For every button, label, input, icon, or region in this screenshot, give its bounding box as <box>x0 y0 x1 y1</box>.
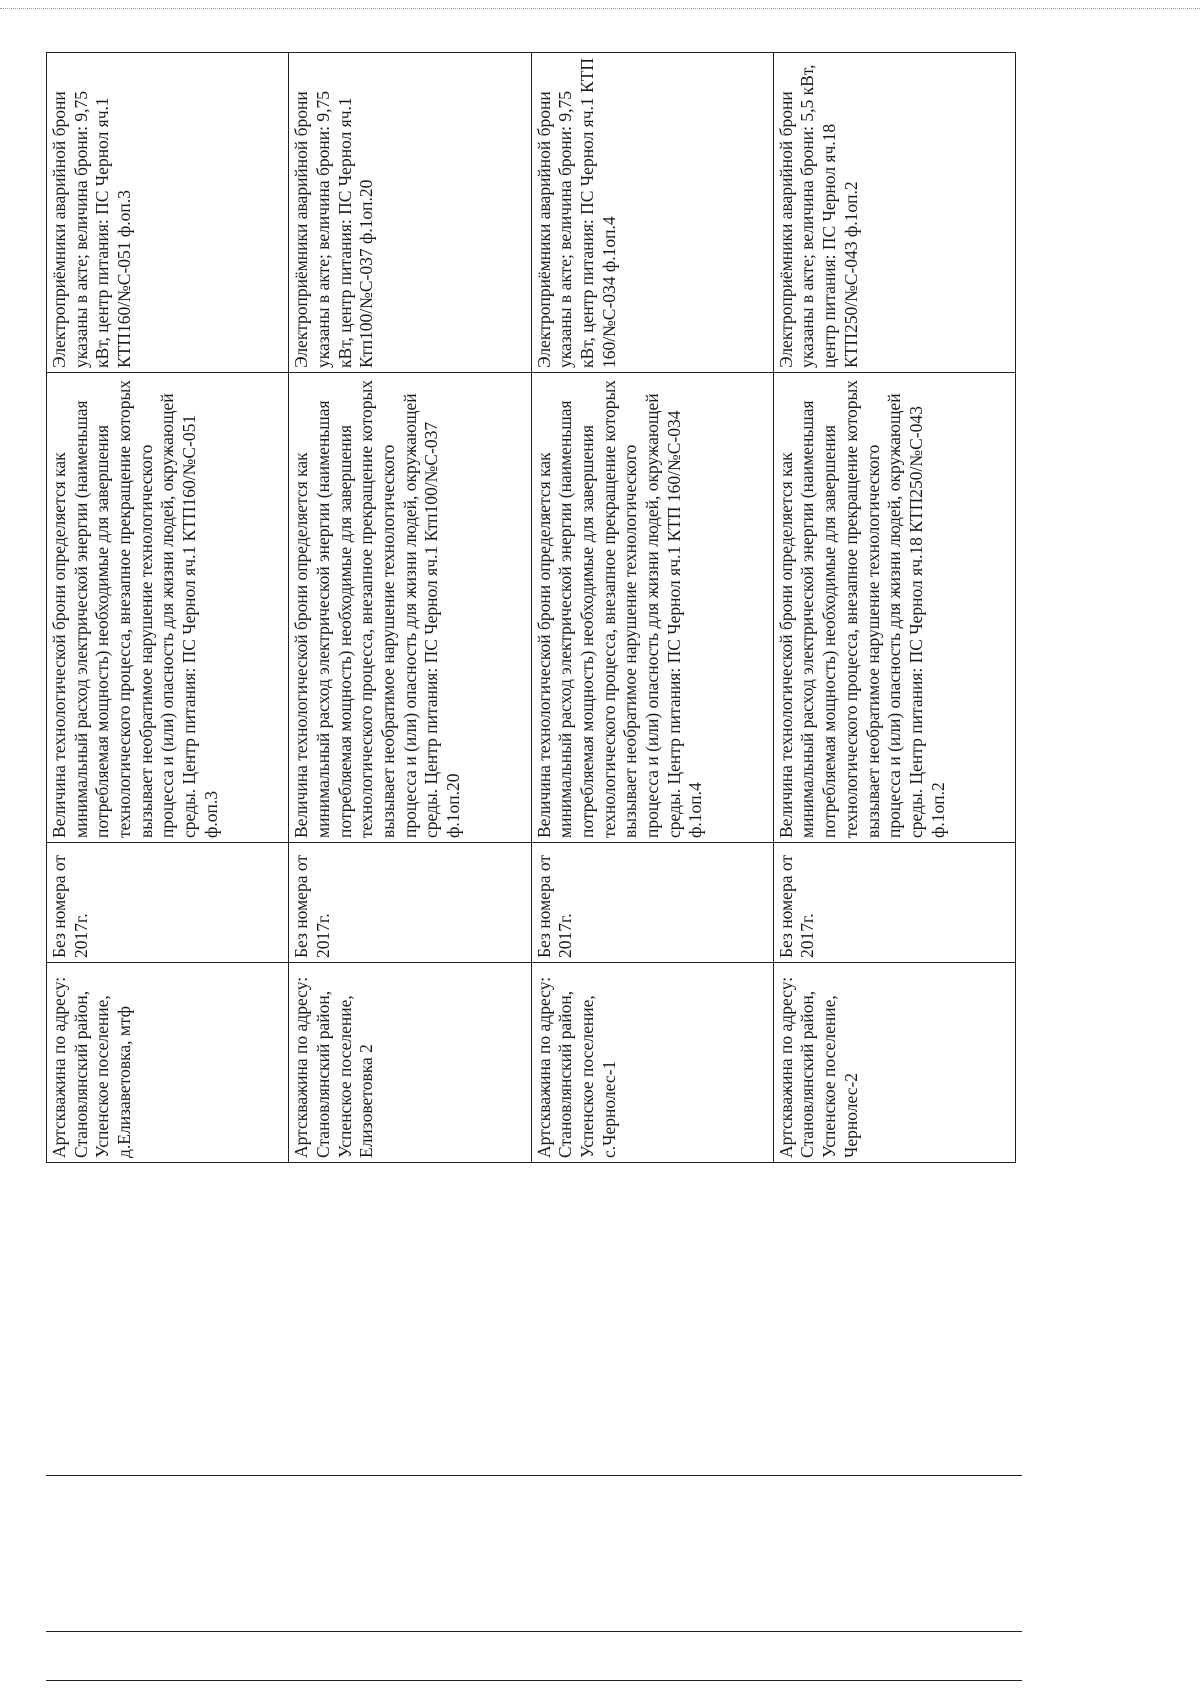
address-cell: Артскважина по адресу: Становлянский район, Успенское поселение, Чернолес-2 <box>773 963 1015 1163</box>
act-cell: Без номера от 2017г. <box>773 843 1015 963</box>
separator-line <box>46 1680 1022 1681</box>
act-cell: Без номера от 2017г. <box>531 843 773 963</box>
emergency-reserve-cell: Электроприёмники аварийной брони указаны в акте; величина брони: 9,75 кВт, центр питания: ПС Чернол яч.1 КТП 160/№С-034 ф.1оп.4 <box>531 53 773 373</box>
tech-reserve-cell: Величина технологической брони определяется как минимальный расход электрической энергии (наименьшая потребляемая мощность) необходимые для завершения технологического процесса, внезапное прекращение которых вызывает необратимое нарушение технологического процесса и (или) опасность для жизни людей, окружающей среды. Центр питания: ПС Чернол яч.1 Ктп100/№С-037 ф.1оп.20 <box>289 373 531 843</box>
table-row <box>289 53 531 1163</box>
reserve-table <box>46 52 1016 1163</box>
scan-edge <box>0 8 1200 9</box>
address-cell: Артскважина по адресу: Становлянский район, Успенское поселение, Елизоветовка 2 <box>289 963 531 1163</box>
separator-line <box>46 1631 1022 1632</box>
address-cell: Артскважина по адресу: Становлянский район, Успенское поселение, с.Чернолес-1 <box>531 963 773 1163</box>
emergency-reserve-cell: Электроприёмники аварийной брони указаны в акте; величина брони: 9,75 кВт, центр питания: ПС Чернол яч.1 Ктп100/№С-037 ф.1оп.20 <box>289 53 531 373</box>
tech-reserve-cell: Величина технологической брони определяется как минимальный расход электрической энергии (наименьшая потребляемая мощность) необходимые для завершения технологического процесса, внезапное прекращение которых вызывает необратимое нарушение технологического процесса и (или) опасность для жизни людей, окружающей среды. Центр питания: ПС Чернол яч.18 КТП250/№С-043 ф.1оп.2 <box>773 373 1015 843</box>
emergency-reserve-cell: Электроприёмники аварийной брони указаны в акте; величина брони: 5,5 кВт, центр питания: ПС Чернол яч.18 КТП250/№С-043 ф.1оп.2 <box>773 53 1015 373</box>
address-cell: Артскважина по адресу: Становлянский район, Успенское поселение, д.Елизаветовка, мтф <box>47 963 289 1163</box>
tech-reserve-cell: Величина технологической брони определяется как минимальный расход электрической энергии (наименьшая потребляемая мощность) необходимые для завершения технологического процесса, внезапное прекращение которых вызывает необратимое нарушение технологического процесса и (или) опасность для жизни людей, окружающей среды. Центр питания: ПС Чернол яч.1 КТП160/№С-051 ф.оп.3 <box>47 373 289 843</box>
tech-reserve-cell: Величина технологической брони определяется как минимальный расход электрической энергии (наименьшая потребляемая мощность) необходимые для завершения технологического процесса, внезапное прекращение которых вызывает необратимое нарушение технологического процесса и (или) опасность для жизни людей, окружающей среды. Центр питания: ПС Чернол яч.1 КТП 160/№С-034 ф.1оп.4 <box>531 373 773 843</box>
emergency-reserve-cell: Электроприёмники аварийной брони указаны в акте; величина брони: 9,75 кВт, центр питания: ПС Чернол яч.1 КТП160/№С-051 ф.оп.3 <box>47 53 289 373</box>
rotated-table <box>46 53 1016 1163</box>
table-row <box>773 53 1015 1163</box>
act-cell: Без номера от 2017г. <box>289 843 531 963</box>
act-cell: Без номера от 2017г. <box>47 843 289 963</box>
separator-line <box>46 1475 1022 1476</box>
table-row <box>531 53 773 1163</box>
table-row <box>47 53 289 1163</box>
